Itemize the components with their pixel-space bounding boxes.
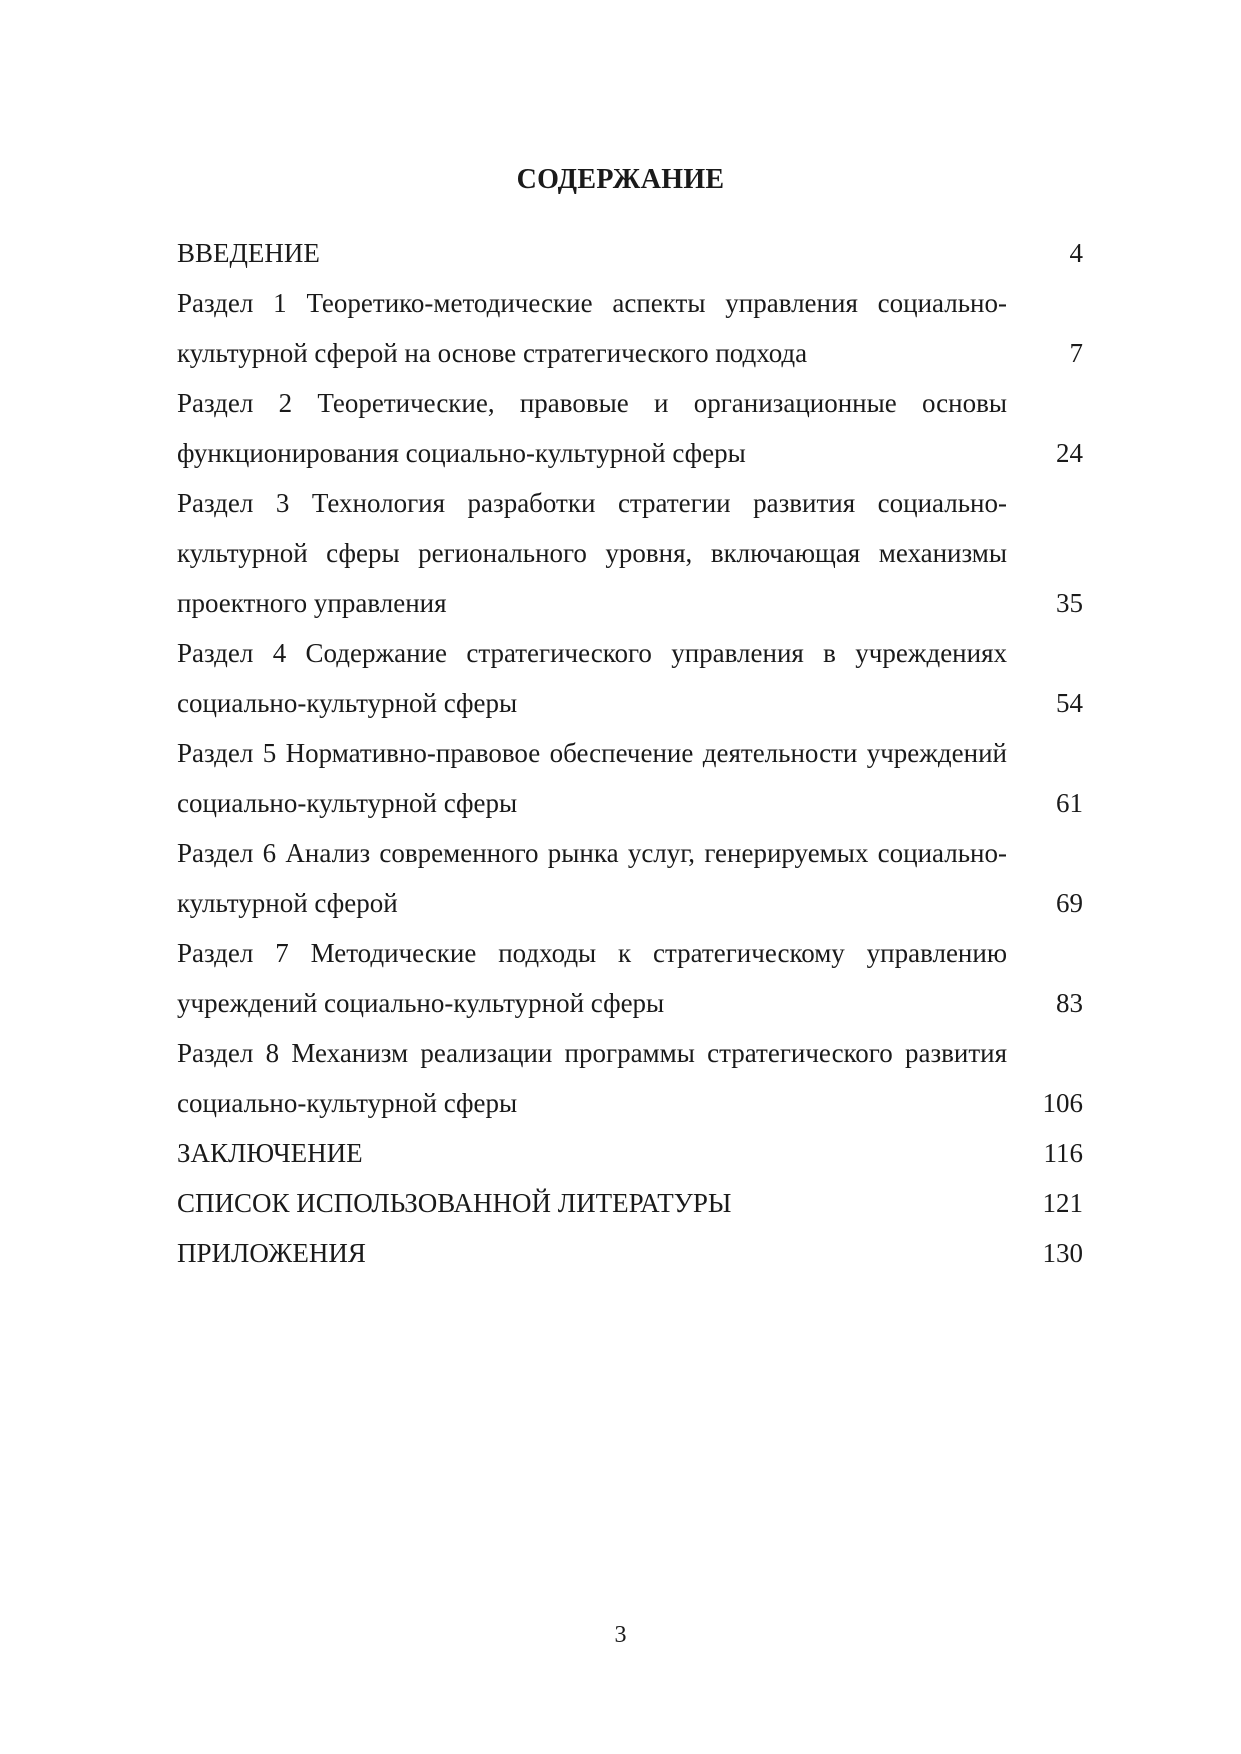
toc-entry-appendices — [177, 1228, 1083, 1278]
toc-entry-introduction — [177, 228, 1083, 278]
toc-entry-page: 24 — [1056, 438, 1083, 468]
toc-entry-page: 116 — [1043, 1138, 1083, 1168]
toc-entry-text: Раздел 3 Технология разработки стратегии развития социально-культурной сферы регионального уровня, включающая механизмы проектного управления — [177, 488, 1007, 618]
toc-entry-text: Раздел 6 Анализ современного рынка услуг, генерируемых социально-культурной сферой — [177, 838, 1007, 918]
toc-entry-section-4 — [177, 628, 1083, 728]
toc-entry-page: 61 — [1056, 788, 1083, 818]
toc-entry-page: 130 — [1042, 1238, 1083, 1268]
toc-entry-section-5 — [177, 728, 1083, 828]
toc-entry-page: 121 — [1042, 1188, 1083, 1218]
toc-entry-page: 54 — [1056, 688, 1083, 718]
toc-title: СОДЕРЖАНИЕ — [516, 164, 725, 195]
toc-entry-text: ЗАКЛЮЧЕНИЕ — [177, 1138, 363, 1168]
toc-entry-conclusion — [177, 1128, 1083, 1178]
toc-entry-text: СПИСОК ИСПОЛЬЗОВАННОЙ ЛИТЕРАТУРЫ — [177, 1188, 732, 1218]
toc-entry-section-2 — [177, 378, 1083, 478]
toc-entry-text: Раздел 4 Содержание стратегического управления в учреждениях социально-культурной сферы — [177, 638, 1007, 718]
toc-entry-text: Раздел 1 Теоретико-методические аспекты управления социально-культурной сферой на основе стратегического подхода — [177, 288, 1007, 368]
page-number: 3 — [614, 1622, 627, 1648]
toc-entry-page: 4 — [1069, 238, 1083, 268]
toc-entry-section-7 — [177, 928, 1083, 1028]
toc-entry-text: Раздел 2 Теоретические, правовые и организационные основы функционирования социально-культурной сферы — [177, 388, 1007, 468]
toc-entry-page: 35 — [1056, 588, 1083, 618]
toc-entry-page: 83 — [1056, 988, 1083, 1018]
toc-entry-text: ВВЕДЕНИЕ — [177, 238, 320, 268]
toc-list — [177, 228, 1083, 1278]
toc-entry-text: Раздел 8 Механизм реализации программы стратегического развития социально-культурной сферы — [177, 1038, 1007, 1118]
toc-entry-text: ПРИЛОЖЕНИЯ — [177, 1238, 366, 1268]
toc-entry-section-8 — [177, 1028, 1083, 1128]
toc-entry-page: 7 — [1069, 338, 1083, 368]
toc-entry-text: Раздел 5 Нормативно-правовое обеспечение деятельности учреждений социально-культурной сферы — [177, 738, 1007, 818]
toc-entry-references — [177, 1178, 1083, 1228]
toc-entry-section-3 — [177, 478, 1083, 628]
toc-entry-section-1 — [177, 278, 1083, 378]
toc-entry-text: Раздел 7 Методические подходы к стратегическому управлению учреждений социально-культурной сферы — [177, 938, 1007, 1018]
toc-entry-page: 69 — [1056, 888, 1083, 918]
toc-entry-section-6 — [177, 828, 1083, 928]
toc-entry-page: 106 — [1042, 1088, 1083, 1118]
